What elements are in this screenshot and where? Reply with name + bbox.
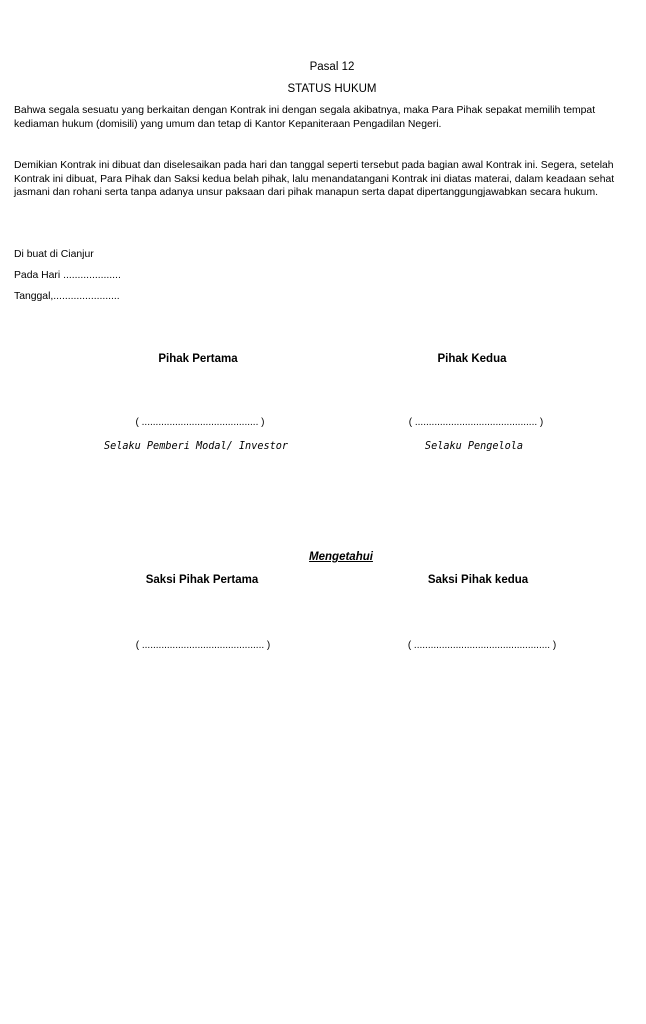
second-witness-signature-blank: ( ................................................. ) [407,640,557,651]
second-party-heading: Pihak Kedua [437,353,507,365]
paragraph-line: jasmani dan rohani serta tanpa adanya unsur paksaan dari pihak manapun serta dapat dipertanggungjawabkan secara hukum. [14,187,598,198]
article-number: Pasal 12 [309,61,355,73]
first-witness-heading: Saksi Pihak Pertama [145,574,259,586]
first-witness-signature-blank: ( ............................................ ) [135,640,271,651]
second-party-signature-blank: ( ............................................ ) [408,417,544,428]
first-party-signature-blank: ( .......................................... ) [135,417,265,428]
article-title: STATUS HUKUM [287,83,377,95]
paragraph-line: Kontrak ini dibuat, Para Pihak dan Saksi kedua belah pihak, lalu menandatangani Kontrak ini diatas materai, dalam keadaan sehat [14,173,615,185]
acknowledge-label: Mengetahui [309,551,373,563]
paragraph-domicile [14,104,646,131]
paragraph-line: Demikian Kontrak ini dibuat dan diselesaikan pada hari dan tanggal seperti tersebut pada bagian awal Kontrak ini. Segera, setelah [14,160,614,171]
place-of-signing: Di buat di Cianjur [14,249,94,260]
first-party-role: Selaku Pemberi Modal/ Investor [103,441,289,452]
paragraph-closing [14,159,646,200]
signing-date: Tanggal,....................... [14,291,120,302]
second-witness-heading: Saksi Pihak kedua [427,574,529,586]
signing-day: Pada Hari .................... [14,270,121,281]
paragraph-line: kediaman hukum (domisili) yang umum dan tetap di Kantor Kepaniteraan Pengadilan Negeri. [14,118,442,130]
first-party-heading: Pihak Pertama [158,353,238,365]
second-party-role: Selaku Pengelola [424,441,524,452]
paragraph-line: Bahwa segala sesuatu yang berkaitan dengan Kontrak ini dengan segala akibatnya, maka Para Pihak sepakat memilih tempat [14,105,596,116]
